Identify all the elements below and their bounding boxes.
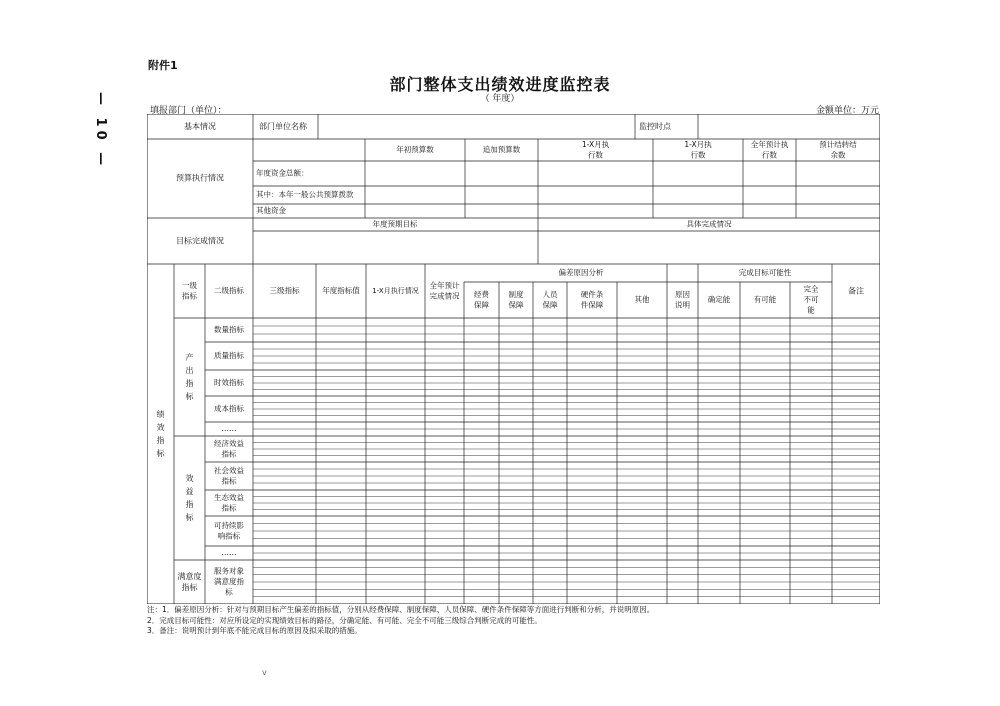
deviation-item-header: 人员: [542, 289, 558, 299]
deviation-item-header: 说明: [675, 300, 690, 310]
scan-mark: v: [262, 668, 267, 677]
level1-label: 指: [185, 379, 194, 388]
level2-label: 质量指标: [214, 351, 244, 360]
deviation-group-header: 偏差原因分析: [558, 268, 604, 277]
perf-section-label: 标: [156, 449, 165, 458]
level2-label: 时效指标: [214, 378, 244, 387]
note-2: 2．完成目标可能性：对应所设定的实现绩效目标的路径，分确定能、有可能、完全不可能三级综合判断完成的可能性。: [147, 615, 542, 625]
level1-header: 指标: [182, 291, 197, 301]
forecast-header: 全年预计: [429, 280, 460, 290]
monitor-table: [147, 114, 880, 604]
level1-label: 指标: [181, 583, 198, 592]
level2-label: ……: [221, 548, 237, 557]
budget-col-header: 预计结转结: [819, 139, 857, 149]
level2-label: 生态效益: [214, 492, 244, 502]
actual-completion-label: 具体完成情况: [686, 219, 732, 229]
level2-label: 指标: [221, 476, 237, 486]
deviation-item-header: 硬件条: [580, 289, 604, 299]
level1-label: 标: [185, 392, 194, 401]
unit-name-label: 部门单位名称: [259, 122, 307, 131]
deviation-item-header: 保障: [542, 300, 558, 310]
budget-row-label: 年度资金总额：: [256, 168, 309, 178]
note-3: 3．备注：说明预计到年底不能完成目标的原因及拟采取的措施。: [147, 626, 362, 635]
budget-col-header: 行数: [762, 150, 777, 160]
deviation-item-header: 保障: [508, 300, 524, 310]
perf-section-label: 效: [156, 423, 165, 432]
level2-label: 数量指标: [214, 325, 244, 334]
plan-target-label: 年度预期目标: [372, 219, 418, 229]
budget-col-header: 追加预算数: [482, 145, 521, 154]
possibility-item-header: 能: [807, 305, 815, 315]
level1-label: 满意度: [177, 572, 202, 581]
level2-label: 满意度指: [214, 577, 244, 586]
budget-row-label: 其中：本年一般公共预算拨款: [256, 190, 354, 199]
deviation-item-header: 保障: [474, 300, 489, 310]
level3-header: 三级指标: [269, 286, 300, 295]
deviation-item-header: 制度: [508, 289, 524, 299]
budget-section-label: 预算执行情况: [176, 173, 224, 183]
basic-section-label: 基本情况: [184, 122, 216, 131]
target-section-label: 目标完成情况: [176, 236, 224, 246]
level2-label: 社会效益: [214, 465, 244, 475]
level2-header: 二级指标: [214, 286, 244, 295]
level2-label: 经济效益: [214, 438, 244, 448]
perf-section-label: 绩: [156, 410, 165, 419]
level2-label: 响指标: [217, 531, 241, 541]
level2-label: 指标: [221, 449, 237, 459]
year-line: （ 年度）: [480, 94, 520, 104]
remark-header: 备注: [848, 286, 864, 296]
level1-label: 出: [185, 366, 194, 375]
budget-col-header: 1-X月执: [581, 139, 610, 149]
level2-label: 可持续影: [214, 520, 244, 530]
note-1: 注：1．偏差原因分析：针对与预期目标产生偏差的指标值，分别从经费保障、制度保障、人员保障、硬件条件保障等方面进行判断和分析，并说明原因。: [147, 605, 655, 614]
level1-label: 效: [185, 474, 194, 483]
deviation-item-header: 原因: [675, 289, 690, 299]
budget-col-header: 行数: [588, 150, 603, 160]
level1-label: 标: [185, 513, 194, 522]
forecast-header: 完成情况: [429, 291, 460, 301]
unit-label: 金额单位：万元: [815, 106, 879, 116]
budget-col-header: 全年预计执: [750, 139, 789, 149]
attachment-label: 附件1: [148, 59, 178, 72]
page-title: 部门整体支出绩效进度监控表: [389, 75, 611, 94]
level2-label: 服务对象: [214, 566, 244, 576]
level1-label: 指: [185, 500, 194, 509]
budget-col-header: 1-X月执: [684, 139, 712, 149]
possibility-item-header: 完全: [803, 284, 819, 294]
level1-label: 产: [185, 353, 194, 362]
possibility-item-header: 不可: [803, 295, 819, 304]
level2-label: 成本指标: [214, 404, 244, 413]
deviation-item-header: 件保障: [580, 300, 604, 310]
deviation-item-header: 经费: [474, 289, 489, 299]
notes: [147, 605, 880, 637]
possibility-item-header: 确定能: [707, 295, 731, 304]
level2-label: ……: [221, 424, 237, 433]
possibility-item-header: 有可能: [753, 295, 777, 304]
level1-header: 一级: [182, 280, 197, 290]
budget-col-header: 余数: [830, 150, 846, 160]
filler-label: 填报部门（单位）：: [150, 106, 227, 116]
deviation-item-header: 其他: [634, 295, 650, 304]
monitor-time-label: 监控时点: [639, 122, 671, 131]
possibility-group-header: 完成目标可能性: [738, 268, 792, 277]
target-value-header: 年度指标值: [322, 286, 360, 295]
level2-label: 标: [225, 587, 233, 597]
budget-col-header: 年初预算数: [396, 145, 434, 154]
budget-row-label: 其他资金: [256, 206, 286, 215]
page-number: — 10 —: [93, 92, 108, 170]
perf-section-label: 指: [156, 436, 165, 445]
level1-label: 益: [185, 487, 194, 496]
exec-header: 1-X月执行情况: [372, 287, 419, 295]
budget-col-header: 行数: [690, 150, 706, 160]
level2-label: 指标: [221, 503, 237, 513]
